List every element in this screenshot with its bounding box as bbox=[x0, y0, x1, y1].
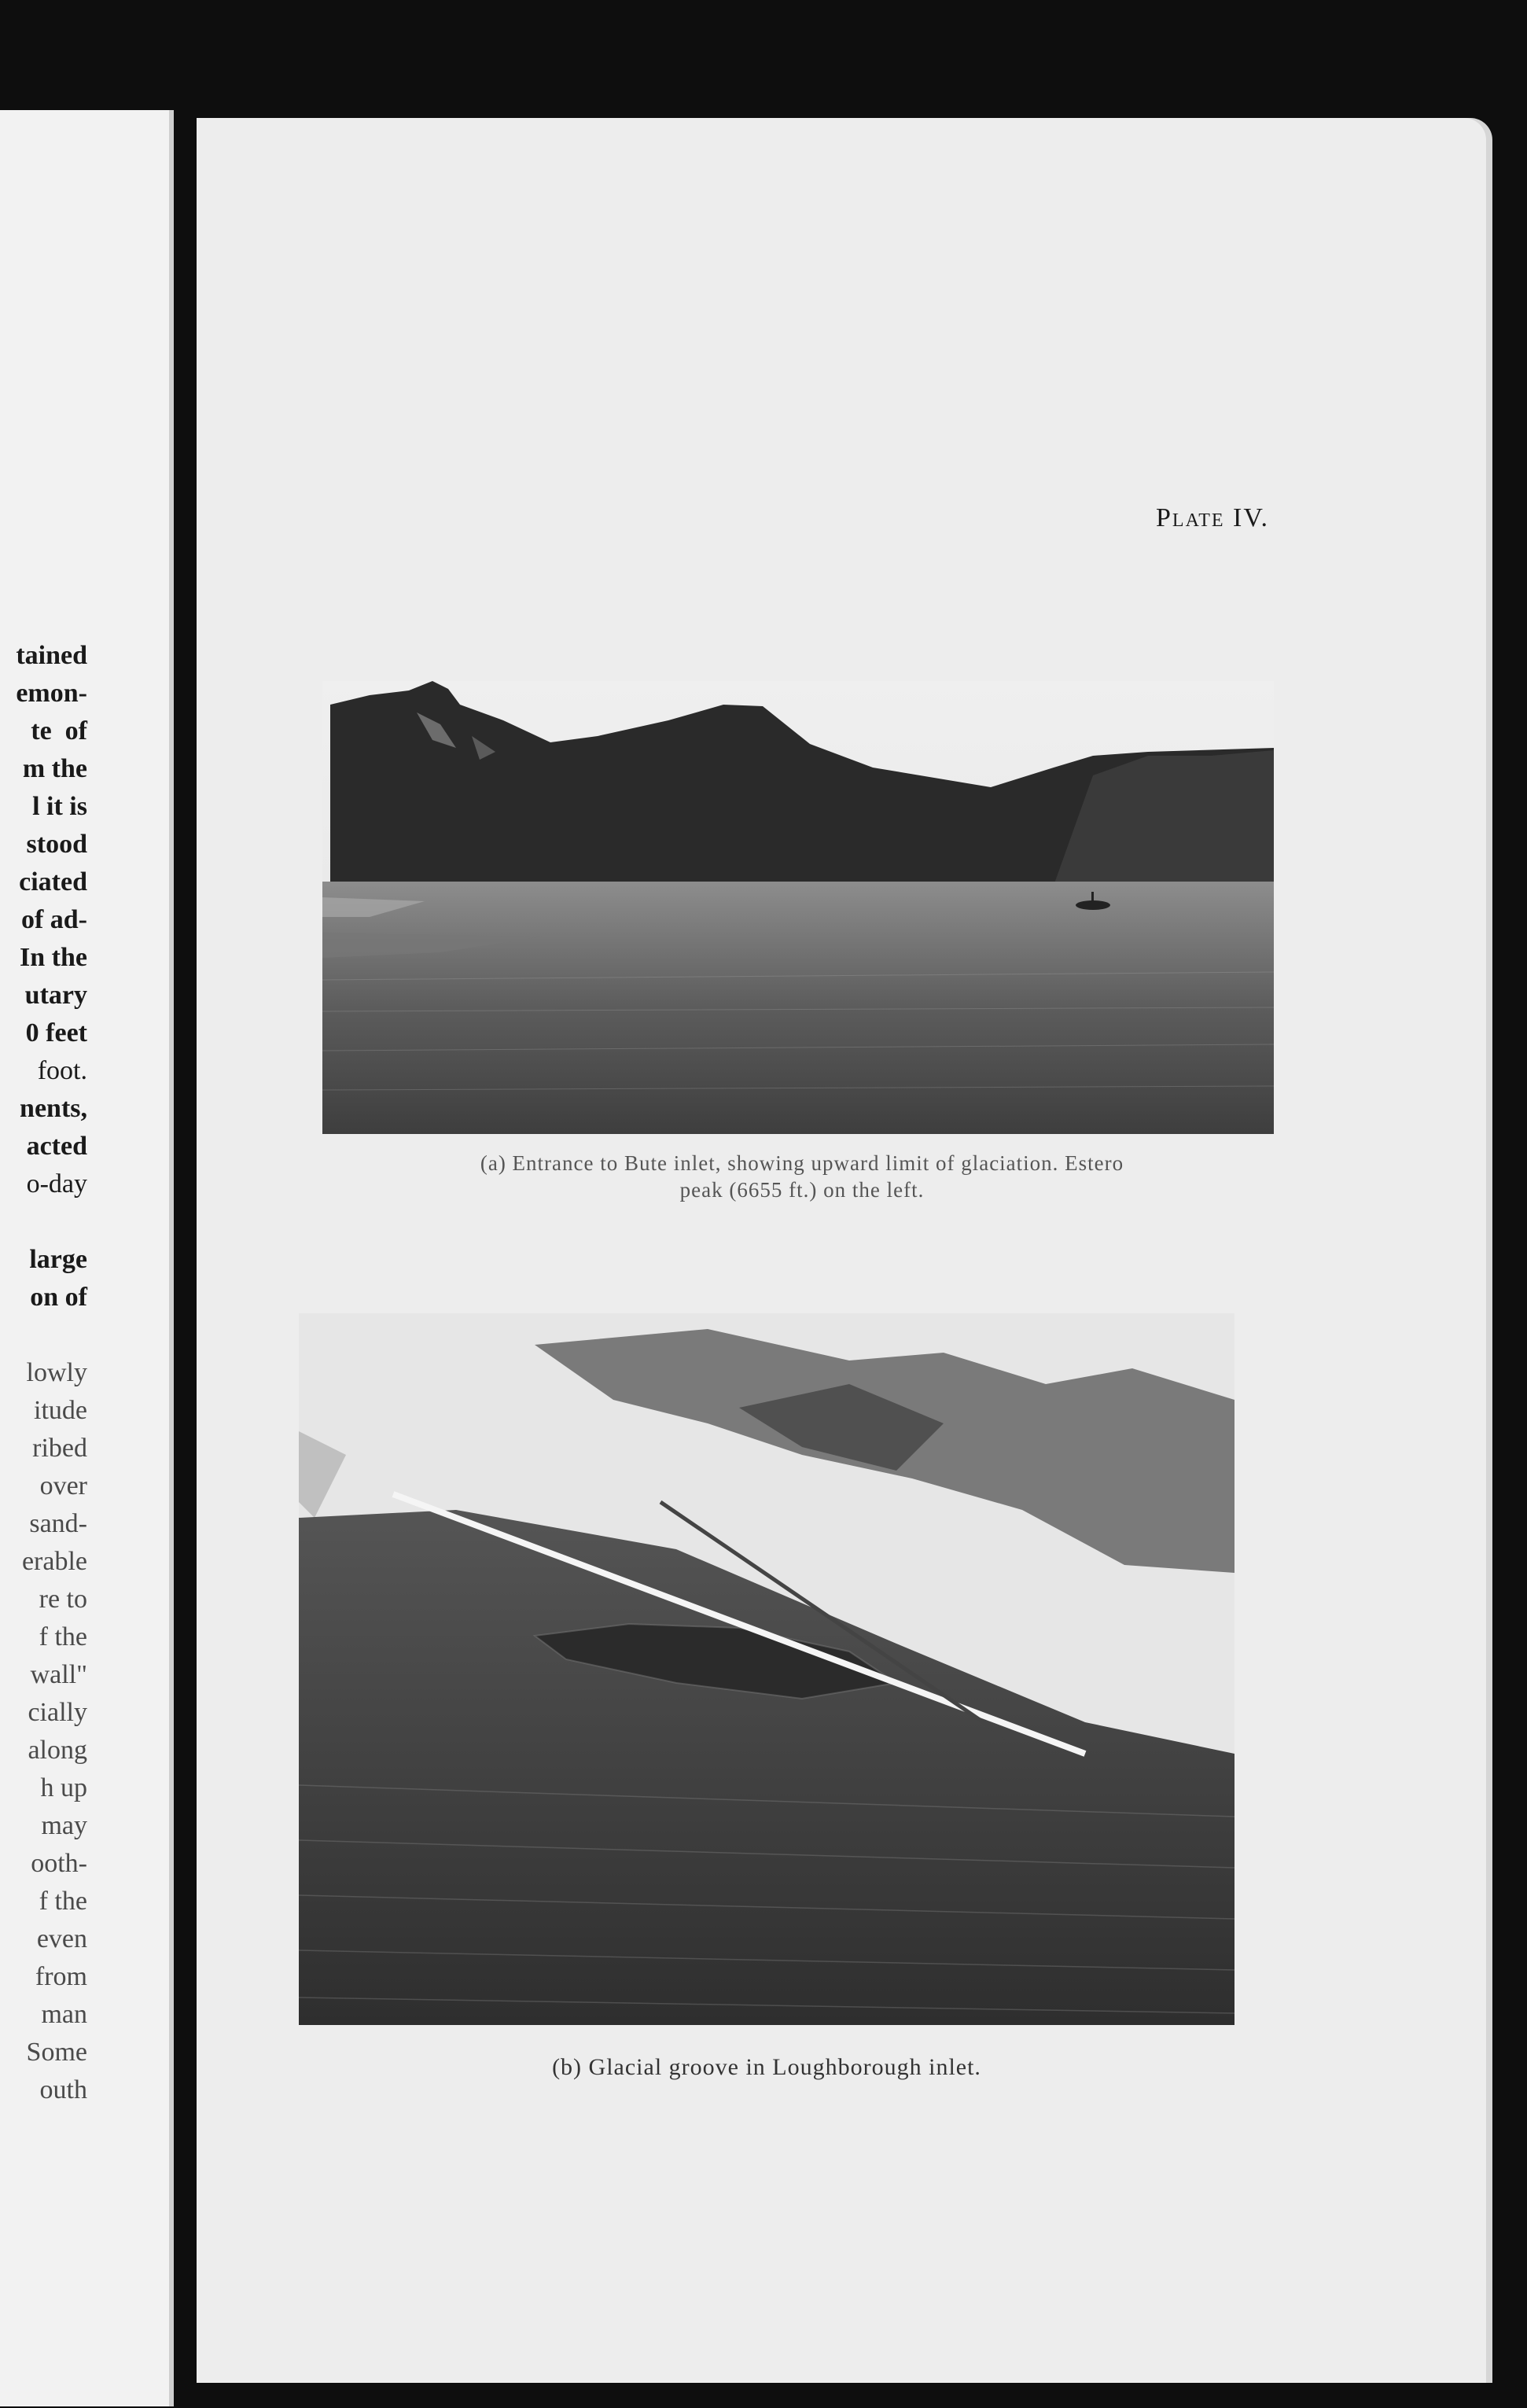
left-page-line: tained bbox=[16, 641, 87, 670]
left-page-line: itude bbox=[34, 1396, 87, 1425]
left-page-text bbox=[0, 637, 87, 2109]
left-page-line: foot. bbox=[37, 1056, 87, 1085]
left-page-line: re to bbox=[39, 1585, 87, 1614]
left-page-line: from bbox=[35, 1962, 87, 1991]
left-page-line: f the bbox=[39, 1622, 87, 1651]
left-page-line: nents, bbox=[20, 1094, 87, 1123]
left-page-line: ooth- bbox=[31, 1849, 87, 1878]
left-page-line: h up bbox=[40, 1773, 87, 1802]
left-page-line: sand- bbox=[29, 1509, 87, 1538]
left-page-line: wall" bbox=[30, 1660, 87, 1689]
left-page-line: lowly bbox=[26, 1358, 87, 1387]
left-page-line bbox=[0, 1203, 87, 1241]
left-page-line: o-day bbox=[26, 1169, 87, 1198]
left-page-line: l it is bbox=[32, 792, 87, 821]
left-page-line: outh bbox=[39, 2075, 87, 2104]
left-page-line: of ad- bbox=[20, 905, 87, 934]
plate-title: Plate IV. bbox=[1156, 503, 1270, 532]
left-page-line: Some bbox=[26, 2038, 87, 2067]
caption-a-line1: (a) Entrance to Bute inlet, showing upward limit of glaciation. Estero bbox=[480, 1151, 1124, 1175]
caption-a-line2: peak (6655 ft.) on the left. bbox=[679, 1178, 925, 1202]
right-page bbox=[197, 118, 1486, 2383]
left-page-line: te of bbox=[31, 716, 87, 746]
left-page bbox=[0, 110, 174, 2406]
photo-loughborough-groove bbox=[299, 1313, 1234, 2025]
left-page-line bbox=[0, 1316, 87, 1354]
left-page-line: large bbox=[29, 1245, 87, 1274]
left-page-line: acted bbox=[26, 1132, 87, 1161]
left-page-line: In the bbox=[20, 943, 87, 972]
left-page-line: over bbox=[39, 1471, 87, 1500]
caption-b: (b) Glacial groove in Loughborough inlet. bbox=[552, 2054, 981, 2080]
left-page-line: emon- bbox=[16, 679, 87, 708]
left-page-line: even bbox=[36, 1924, 87, 1953]
left-page-line: stood bbox=[26, 830, 87, 859]
left-page-line: ribed bbox=[32, 1434, 87, 1463]
left-page-line: ciated bbox=[19, 867, 87, 897]
left-page-line: along bbox=[28, 1736, 87, 1765]
left-page-line: 0 feet bbox=[25, 1018, 87, 1048]
left-page-line: on of bbox=[30, 1283, 87, 1312]
left-page-line: utary bbox=[24, 981, 87, 1010]
photo-bute-inlet bbox=[322, 681, 1274, 1134]
left-page-line: erable bbox=[21, 1547, 87, 1576]
left-page-line: man bbox=[41, 2000, 87, 2029]
left-page-line: may bbox=[41, 1811, 87, 1840]
left-page-line: f the bbox=[39, 1887, 87, 1916]
left-page-line: m the bbox=[22, 754, 87, 783]
left-page-line: cially bbox=[28, 1698, 87, 1727]
caption-a bbox=[330, 1150, 1274, 1203]
